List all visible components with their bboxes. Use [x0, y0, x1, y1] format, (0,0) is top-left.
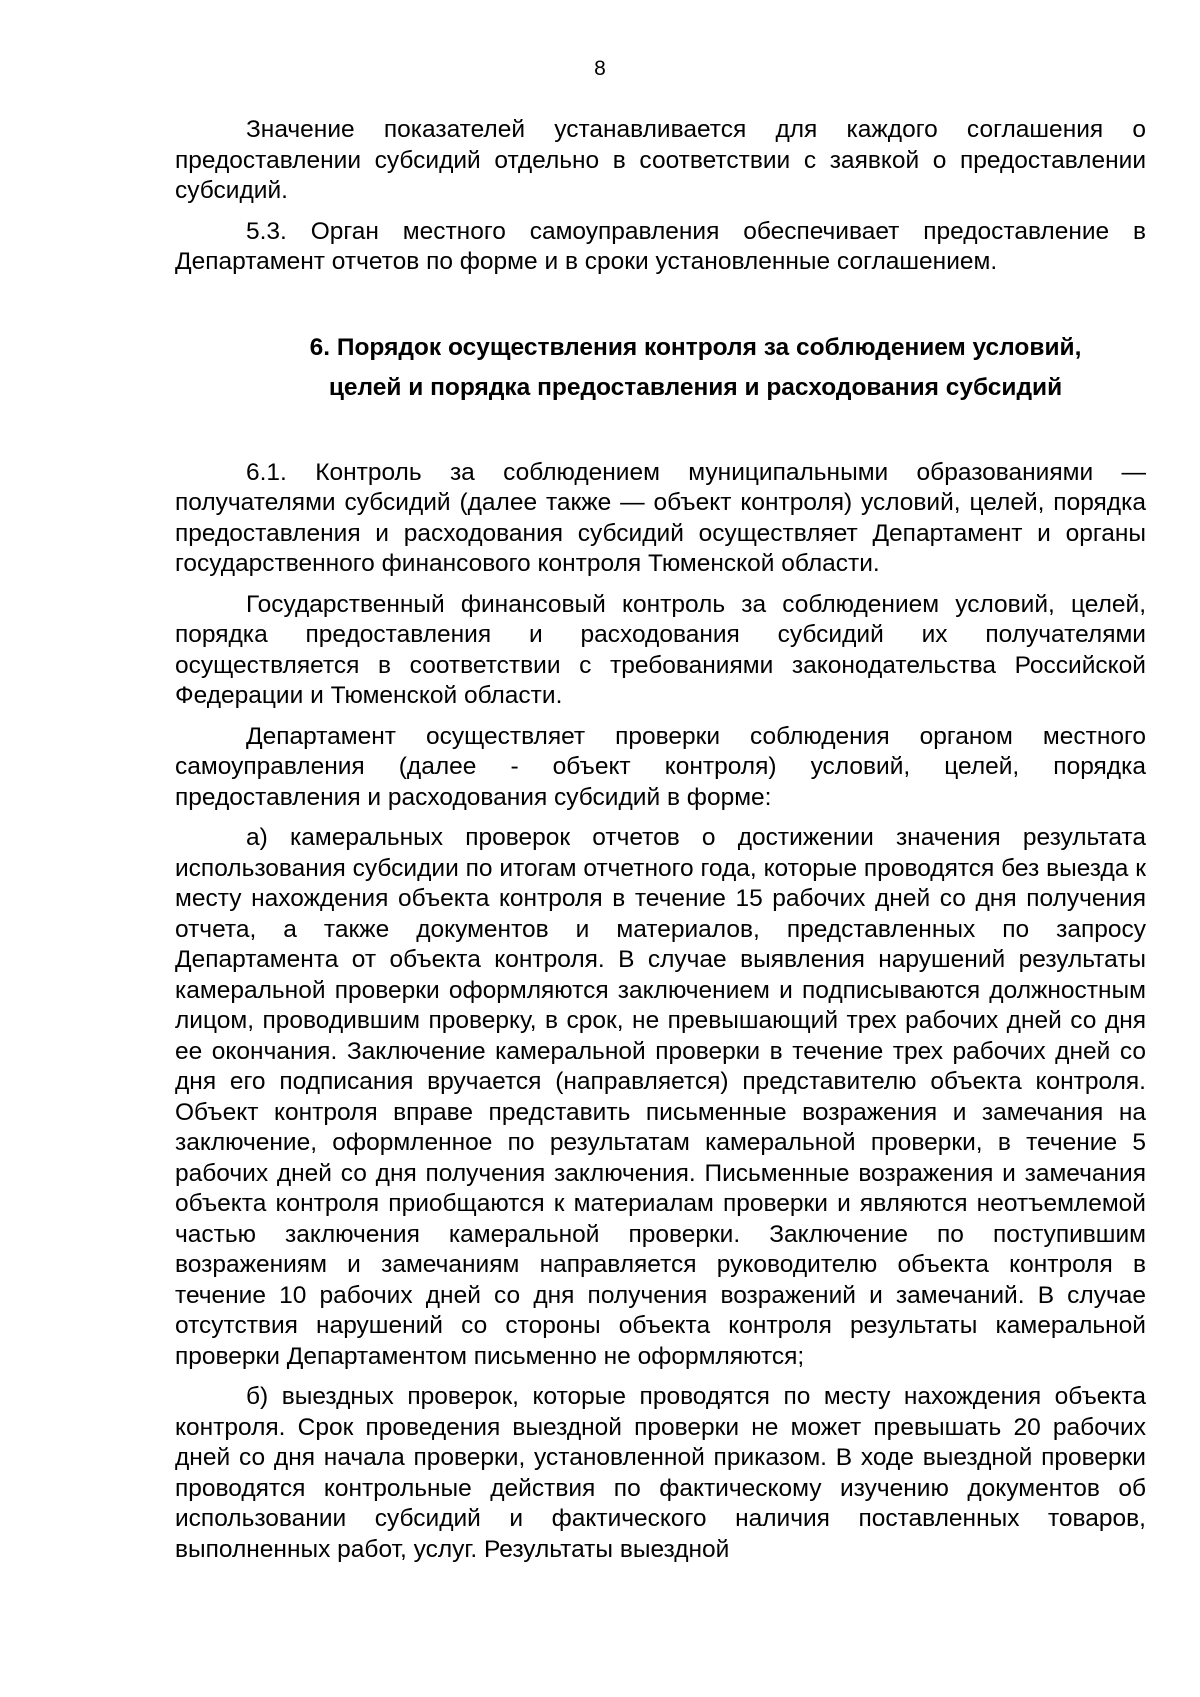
- document-body: [175, 115, 1146, 1565]
- section-heading-line-2: целей и порядка предоставления и расходования субсидий: [328, 373, 1063, 401]
- page-number: 8: [594, 57, 606, 80]
- section-heading-line-1: 6. Порядок осуществления контроля за соблюдением условий,: [309, 333, 1082, 361]
- paragraph-item-a-desk-audits: а) камеральных проверок отчетов о достижении значения результата использования субсидии по итогам отчетного года, которые проводятся без выезда к месту нахождения объекта контроля в течение 15 рабочих дней со дня получения отчета, а также документов и материалов, представленных по запросу Департамента от объекта контроля. В случае выявления нарушений результаты камеральной проверки оформляются заключением и подписываются должностным лицом, проводившим проверку, в срок, не превышающий трех рабочих дней со дня ее окончания. Заключение камеральной проверки в течение трех рабочих дней со дня его подписания вручается (направляется) представителю объекта контроля. Объект контроля вправе представить письменные возражения и замечания на заключение, оформленное по результатам камеральной проверки, в течение 5 рабочих дней со дня получения заключения. Письменные возражения и замечания объекта контроля приобщаются к материалам проверки и являются неотъемлемой частью заключения камеральной проверки. Заключение по поступившим возражениям и замечаниям направляется руководителю объекта контроля в течение 10 рабочих дней со дня получения возражений и замечаний. В случае отсутствия нарушений со стороны объекта контроля результаты камеральной проверки Департаментом письменно не оформляются;: [175, 824, 1146, 1370]
- paragraph-indicator-values: Значение показателей устанавливается для каждого соглашения о предоставлении субсидий отдельно в соответствии с заявкой о предоставлении субсидий.: [175, 116, 1146, 204]
- paragraph-6-1: 6.1. Контроль за соблюдением муниципальными образованиями — получателями субсидий (далее также — объект контроля) условий, целей, порядка предоставления и расходования субсидий осуществляет Департамент и органы государственного финансового контроля Тюменской области.: [175, 458, 1146, 577]
- paragraph-department-inspections: Департамент осуществляет проверки соблюдения органом местного самоуправления (далее - объект контроля) условий, целей, порядка предоставления и расходования субсидий в форме:: [175, 722, 1146, 811]
- paragraph-state-financial-control: Государственный финансовый контроль за соблюдением условий, целей, порядка предоставления и расходования субсидий их получателями осуществляется в соответствии с требованиями законодательства Российской Федерации и Тюменской области.: [175, 590, 1146, 709]
- section-heading-6: [175, 328, 1146, 408]
- paragraph-item-b-field-audits: б) выездных проверок, которые проводятся по месту нахождения объекта контроля. Срок проведения выездной проверки не может превышать 20 рабочих дней со дня начала проверки, установленной приказом. В ходе выездной проверки проводятся контрольные действия по фактическому изучению документов об использовании субсидий и фактического наличия поставленных товаров, выполненных работ, услуг. Результаты выездной: [175, 1383, 1146, 1563]
- paragraph-5-3: 5.3. Орган местного самоуправления обеспечивает предоставление в Департамент отчетов по форме и в сроки установленные соглашением.: [175, 217, 1146, 275]
